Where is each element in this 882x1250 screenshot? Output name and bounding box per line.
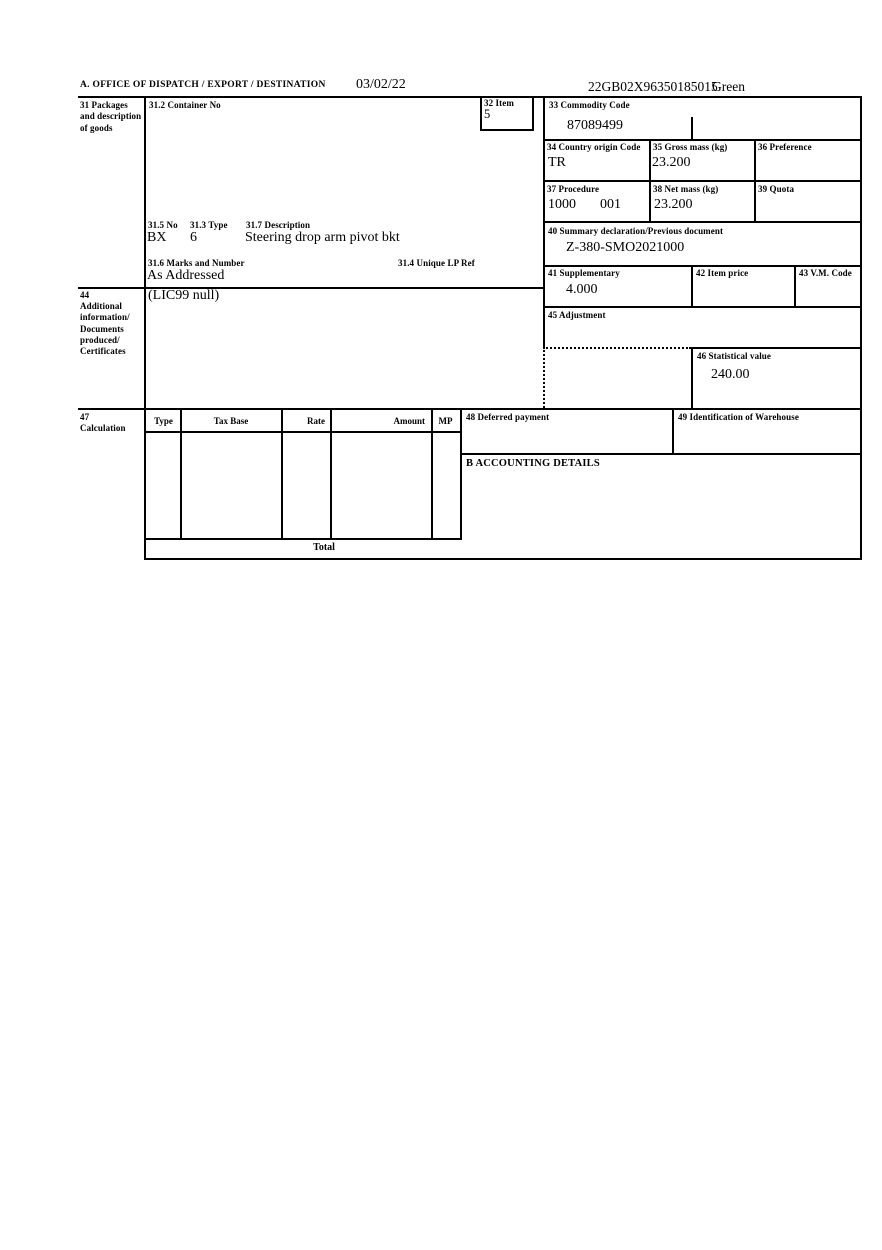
box36-label: 36 Preference <box>758 142 812 152</box>
accounting-details-label: B ACCOUNTING DETAILS <box>466 458 600 469</box>
box48-bottom-border <box>460 453 862 455</box>
box35-value: 23.200 <box>652 155 691 170</box>
box46-label: 46 Statistical value <box>697 351 771 361</box>
tbl-right-border <box>460 408 462 538</box>
box44-value: (LIC99 null) <box>148 288 220 303</box>
col-41-42-divider <box>691 265 693 306</box>
box49-label: 49 Identification of Warehouse <box>678 412 799 422</box>
col-48-49-divider <box>672 408 674 453</box>
centre-divider-dotted <box>543 347 545 408</box>
tbl-header-bottom-border <box>144 431 462 433</box>
box31-7-value: Steering drop arm pivot bkt <box>245 230 400 245</box>
row34-bottom-border <box>543 180 862 182</box>
box32-value: 5 <box>484 107 491 121</box>
box31-label: 31 Packages and description of goods <box>80 100 142 133</box>
form-bottom-border <box>144 558 862 560</box>
box40-label: 40 Summary declaration/Previous document <box>548 226 724 236</box>
box44-number: 44 <box>80 290 90 300</box>
box31-7-label: 31.7 Description <box>246 220 311 230</box>
box40-value: Z-380-SMO2021000 <box>566 240 685 255</box>
office-of-dispatch-label: A. OFFICE OF DISPATCH / EXPORT / DESTINATION <box>80 80 326 90</box>
calculation-table-header <box>146 412 460 430</box>
box47-number: 47 <box>80 412 90 422</box>
entry-number: 22GB02X96350185015 <box>588 79 718 94</box>
box32-bottom-border <box>480 129 534 131</box>
box34-label: 34 Country origin Code <box>547 142 641 152</box>
section47-top-border <box>78 408 862 410</box>
box45-label: 45 Adjustment <box>548 310 606 320</box>
commodity-code-divider <box>691 117 693 139</box>
tbl-col-rate-label: Rate <box>307 416 325 426</box>
box41-label: 41 Supplementary <box>548 268 620 278</box>
box43-label: 43 V.M. Code <box>799 268 852 278</box>
box37-label: 37 Procedure <box>547 184 600 194</box>
col-42-43-divider <box>794 265 796 306</box>
tbl-col-taxbase-label: Tax Base <box>213 416 249 426</box>
box31-5-value: BX <box>147 230 167 245</box>
box31-3-label: 31.3 Type <box>190 220 228 230</box>
col-35-36-divider <box>754 139 756 221</box>
routing-indicator: Green <box>712 79 745 94</box>
tbl-col-amount-label: Amount <box>393 416 425 426</box>
box31-4-label: 31.4 Unique LP Ref <box>398 258 475 268</box>
box44-label: Additional information/ Documents produced/ Certificates <box>80 301 130 356</box>
box37-value-1: 1000 <box>548 197 576 212</box>
box35-label: 35 Gross mass (kg) <box>653 142 728 152</box>
box48-label: 48 Deferred payment <box>466 412 550 422</box>
box46-left-border <box>691 347 693 408</box>
box37-value-2: 001 <box>600 197 621 212</box>
box34-value: TR <box>548 155 566 170</box>
box46-top-border <box>691 347 862 349</box>
box32-right-border <box>532 96 534 131</box>
tbl-body-bottom-border <box>144 538 462 540</box>
row37-bottom-border <box>543 221 862 223</box>
box38-value: 23.200 <box>654 197 693 212</box>
col-34-35-divider <box>649 139 651 221</box>
label-column-divider <box>144 96 146 560</box>
box31-3-value: 6 <box>190 230 197 245</box>
box45-dotted-border <box>543 347 691 349</box>
box42-label: 42 Item price <box>696 268 749 278</box>
declaration-date: 03/02/22 <box>356 77 406 92</box>
tbl-col-mp-label: MP <box>438 416 453 426</box>
tbl-col-type-label: Type <box>154 416 173 426</box>
box31-6-value: As Addressed <box>147 268 225 283</box>
box31-2-label: 31.2 Container No <box>149 100 221 110</box>
box40-bottom-border <box>543 265 862 267</box>
box33-label: 33 Commodity Code <box>549 100 630 110</box>
box32-label: 32 Item <box>484 98 514 108</box>
box31-5-label: 31.5 No <box>148 220 178 230</box>
table-total-label: Total <box>313 542 335 553</box>
box41-value: 4.000 <box>566 282 598 297</box>
box39-label: 39 Quota <box>758 184 795 194</box>
box46-value: 240.00 <box>711 367 750 382</box>
form-top-border <box>78 96 862 98</box>
row41-bottom-border <box>543 306 862 308</box>
box33-bottom-border <box>543 139 862 141</box>
box32-left-border <box>480 96 482 131</box>
box38-label: 38 Net mass (kg) <box>653 184 719 194</box>
box47-label: Calculation <box>80 423 126 433</box>
form-right-border <box>860 96 862 560</box>
box31-6-label: 31.6 Marks and Number <box>148 258 245 268</box>
box33-value: 87089499 <box>567 118 623 133</box>
